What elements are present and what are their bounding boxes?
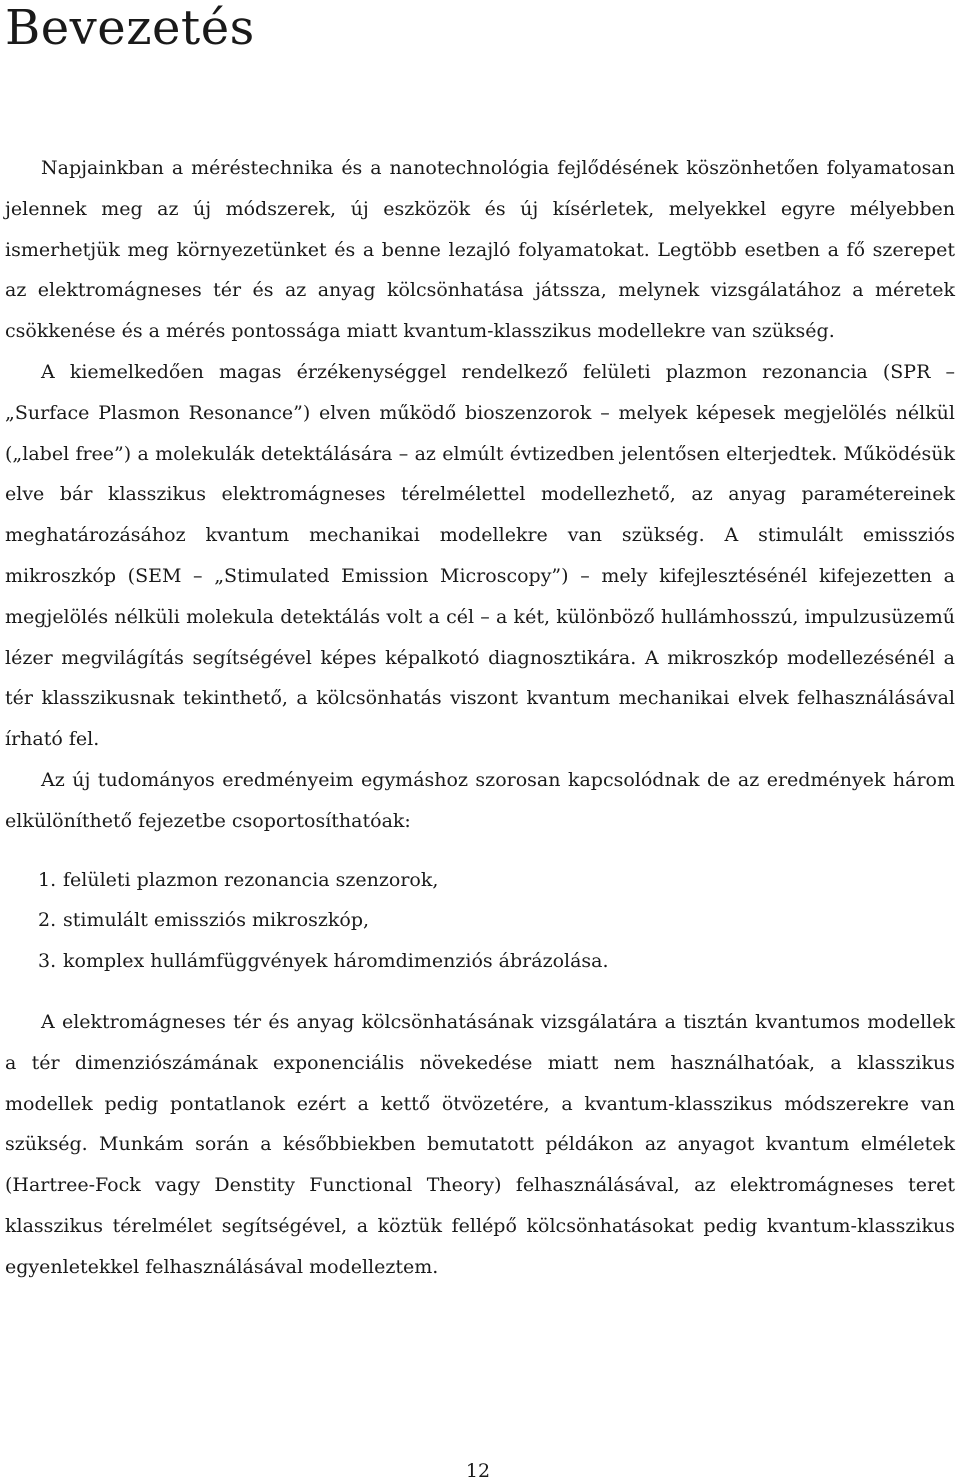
- page-number: 12: [465, 1460, 491, 1482]
- list-item-text: komplex hullámfüggvények háromdimenziós ábrázolása.: [63, 950, 609, 973]
- paragraph-results-intro: Az új tudományos eredményeim egymáshoz szorosan kapcsolódnak de az eredmények három elkülöníthető fejezetbe csoportosíthatóak:: [5, 768, 955, 832]
- list-item: [38, 900, 955, 941]
- paragraph-intro: Napjainkban a méréstechnika és a nanotechnológia fejlődésének köszönhetően folyamatosan jelennek meg az új módszerek, új eszközök és új kísérletek, melyekkel egyre mélyebben ismerhetjük meg környezetünket és a benne lezajló folyamatokat. Legtöbb esetben a fő szerepet az elektromágneses tér és az anyag kölcsönhatása játssza, melynek vizsgálatához a méretek csökkenése és a mérés pontossága miatt kvantum-klasszikus modellekre van szükség.: [5, 157, 955, 343]
- body-text: [5, 148, 955, 1288]
- paragraph-spr-sem: A kiemelkedően magas érzékenységgel rendelkező felületi plazmon rezonancia (SPR – „Surface Plasmon Resonance”) elven működő bioszenzorok – melyek képesek megjelölés nélkül („label free”) a molekulák detektálására – az elmúlt évtizedben jelentősen elterjedtek. Működésük elve bár klasszikus elektromágneses térelmélettel modellezhető, az anyag paramétereinek meghatározásához kvantum mechanikai modellekre van szükség. A stimulált emissziós mikroszkóp (SEM – „Stimulated Emission Microscopy”) – mely kifejlesztésénél kifejezetten a megjelölés nélküli molekula detektálás volt a cél – a két, különböző hullámhosszú, impulzusüzemű lézer megvilágítás segítségével képes képalkotó diagnosztikára. A mikroszkóp modellezésénél a tér klasszikusnak tekinthető, a kölcsönhatás viszont kvantum mechanikai elvek felhasználásával írható fel.: [5, 360, 955, 751]
- chapter-title: Bevezetés: [5, 0, 255, 56]
- list-item-number: 3.: [38, 950, 57, 973]
- list-item-number: 1.: [38, 868, 57, 891]
- page: [5, 0, 955, 1288]
- paragraph-closing: A elektromágneses tér és anyag kölcsönhatásának vizsgálatára a tisztán kvantumos modellek a tér dimenziószámának exponenciális növekedése miatt nem használhatóak, a klasszikus modellek pedig pontatlanok ezért a kettő ötvözetére, a kvantum-klasszikus módszerekre van szükség. Munkám során a későbbiekben bemutatott példákon az anyagot kvantum elméletek (Hartree-Fock vagy Denstity Functional Theory) felhasználásával, az elektromágneses teret klasszikus térelmélet segítségével, a köztük fellépő kölcsönhatásokat pedig kvantum-klasszikus egyenletekkel felhasználásával modelleztem.: [5, 1010, 955, 1278]
- list-item-number: 2.: [38, 909, 57, 932]
- results-list: [5, 860, 955, 982]
- list-item-text: felületi plazmon rezonancia szenzorok,: [63, 868, 439, 891]
- list-item-text: stimulált emissziós mikroszkóp,: [63, 909, 370, 932]
- list-item: [38, 860, 955, 901]
- list-item: [38, 941, 955, 982]
